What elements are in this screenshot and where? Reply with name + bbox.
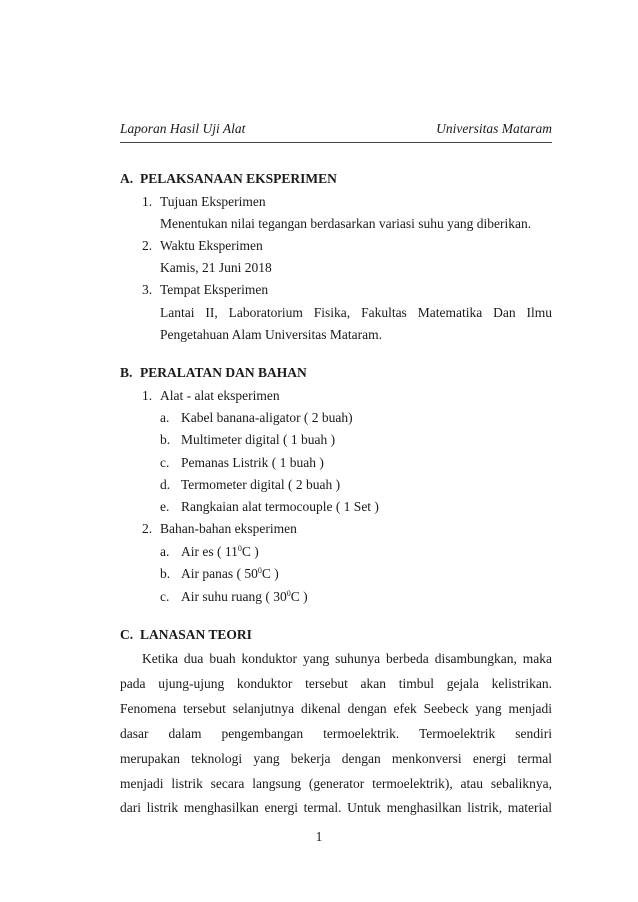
paragraph-line: pada ujung-ujung konduktor tersebut akan timbul gejala kelistrikan.	[120, 676, 552, 691]
item-unit: C )	[261, 566, 279, 581]
section-b-heading: PERALATAN DAN BAHAN	[140, 365, 307, 380]
list-item	[160, 499, 379, 515]
list-item	[160, 432, 335, 448]
item-number: 1.	[142, 388, 153, 403]
section-c-heading: LANASAN TEORI	[140, 627, 252, 642]
list-item	[160, 410, 353, 426]
paragraph-line: dari listrik menghasilkan energi termal. Untuk menghasilkan listrik, material	[120, 800, 552, 815]
header-rule	[120, 142, 552, 143]
degree-superscript: 0	[286, 589, 291, 598]
section-b-letter: B.	[120, 365, 133, 380]
section-a-item-2-body: Kamis, 21 Juni 2018	[160, 260, 272, 275]
section-a-item-1-body: Menentukan nilai tegangan berdasarkan variasi suhu yang diberikan.	[160, 216, 532, 231]
section-a-heading: PELAKSANAAN EKSPERIMEN	[140, 171, 337, 186]
item-text: Multimeter digital ( 1 buah )	[181, 432, 336, 447]
item-text: Air panas ( 50	[181, 566, 258, 581]
paragraph-line: Ketika dua buah konduktor yang suhunya berbeda disambungkan, maka	[142, 651, 552, 666]
list-item	[160, 544, 259, 560]
section-a-item-3-body-line-1: Lantai II, Laboratorium Fisika, Fakultas Matematika Dan Ilmu	[160, 305, 552, 320]
item-label: Tempat Eksperimen	[160, 282, 269, 297]
section-a-title	[120, 171, 337, 187]
section-b-group-1	[142, 388, 280, 404]
section-b-group-2	[142, 521, 297, 537]
list-item	[160, 455, 324, 471]
item-text: Air es ( 11	[181, 544, 238, 559]
item-letter: a.	[160, 410, 170, 425]
item-number: 1.	[142, 194, 153, 209]
item-text: Pemanas Listrik ( 1 buah )	[181, 455, 324, 470]
item-letter: a.	[160, 544, 170, 559]
section-b-title	[120, 365, 307, 381]
item-unit: C )	[290, 589, 308, 604]
item-text: Termometer digital ( 2 buah )	[181, 477, 341, 492]
item-letter: c.	[160, 589, 170, 604]
degree-superscript: 0	[257, 566, 262, 575]
list-item	[160, 589, 308, 605]
item-text: Air suhu ruang ( 30	[181, 589, 287, 604]
item-letter: e.	[160, 499, 170, 514]
item-number: 2.	[142, 521, 153, 536]
section-c-letter: C.	[120, 627, 134, 642]
item-unit: C )	[241, 544, 259, 559]
section-a-letter: A.	[120, 171, 134, 186]
item-letter: b.	[160, 432, 171, 447]
header-report-title: Laporan Hasil Uji Alat	[120, 121, 246, 136]
degree-superscript: 0	[237, 544, 242, 553]
section-a-item-2	[142, 238, 263, 254]
item-letter: c.	[160, 455, 170, 470]
section-a-item-3	[142, 282, 268, 298]
section-a-item-3-body-line-2: Pengetahuan Alam Universitas Mataram.	[160, 327, 382, 342]
item-letter: d.	[160, 477, 171, 492]
item-letter: b.	[160, 566, 171, 581]
header-institution: Universitas Mataram	[436, 121, 552, 136]
item-label: Waktu Eksperimen	[160, 238, 263, 253]
item-label: Tujuan Eksperimen	[160, 194, 266, 209]
section-c-title	[120, 627, 252, 643]
list-item	[160, 566, 279, 582]
list-item	[160, 477, 340, 493]
paragraph-line: merupakan teknologi yang bekerja dengan menkonversi energi termal	[120, 751, 552, 766]
item-label: Alat - alat eksperimen	[160, 388, 280, 403]
paragraph-line: Fenomena tersebut selanjutnya dikenal dengan efek Seebeck yang menjadi	[120, 701, 552, 716]
item-text: Kabel banana-aligator ( 2 buah)	[181, 410, 353, 425]
item-label: Bahan-bahan eksperimen	[160, 521, 297, 536]
page-number: 1	[315, 829, 323, 844]
paragraph-line: menjadi listrik secara langsung (generator termoelektrik), atau sebaliknya,	[120, 776, 552, 791]
section-a-item-1	[142, 194, 266, 210]
item-number: 3.	[142, 282, 153, 297]
paragraph-line: dasar dalam pengembangan termoelektrik. Termoelektrik sendiri	[120, 726, 552, 741]
item-text: Rangkaian alat termocouple ( 1 Set )	[181, 499, 379, 514]
item-number: 2.	[142, 238, 153, 253]
